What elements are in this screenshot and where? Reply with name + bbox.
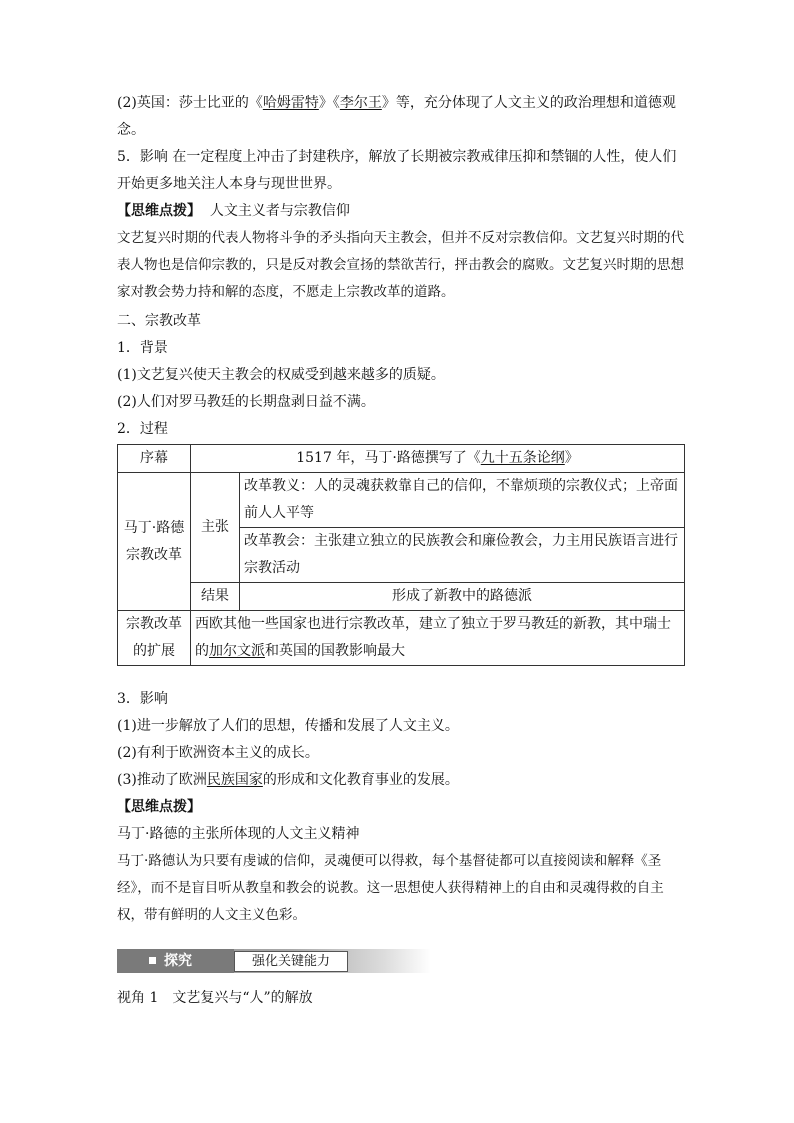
underlined-term: 哈姆雷特: [262, 95, 319, 111]
table-cell: 1517 年，马丁·路德撰写了《九十五条论纲》: [191, 445, 685, 473]
tip-title: 马丁·路德的主张所体现的人文主义精神: [117, 826, 360, 842]
underlined-term: 民族国家: [206, 772, 263, 788]
tip-body: 文艺复兴时期的代表人物将斗争的矛头指向天主教会，但并不反对宗教信仰。文艺复兴时期的代表人物也是信仰宗教的，只是反对教会宣扬的禁欲苦行，抨击教会的腐败。文艺复兴时期的思想家对教会势力持和解的态度，不愿走上宗教改革的道路。: [117, 230, 684, 300]
text: 》等，充分体现了人文主义的政治理想和道德观念。: [117, 95, 676, 138]
text: (2)英国：莎士比亚的《: [117, 95, 263, 111]
section-title: 二、宗教改革: [117, 313, 201, 329]
document-page: [117, 90, 687, 1012]
table-cell: 宗教改革的扩展: [118, 611, 191, 666]
subsection-title: 1．背景: [117, 340, 168, 356]
subsection-title: 3．影响: [117, 691, 168, 707]
tip-label: 【思维点拨】: [117, 799, 201, 815]
table-cell: 马丁·路德宗教改革: [118, 473, 191, 611]
background-item: (1)文艺复兴使天主教会的权威受到越来越多的质疑。: [117, 367, 445, 383]
tip-heading: [117, 198, 687, 225]
angle-heading: 视角 1 文艺复兴与“人”的解放: [117, 990, 313, 1006]
paragraph-influence: 5．影响 在一定程度上冲击了封建秩序，解放了长期被宗教戒律压抑和禁锢的人性，使人们开始更多地关注人本身与现世世界。: [117, 149, 677, 192]
table-cell: 结果: [191, 583, 240, 611]
effect-item: (3)推动了欧洲民族国家的形成和文化教育事业的发展。: [117, 772, 459, 788]
tip-label: 【思维点拨】: [117, 203, 201, 219]
tip-title: 人文主义者与宗教信仰: [209, 203, 350, 219]
tip-body: 马丁·路德认为只要有虔诚的信仰，灵魂便可以得救，每个基督徒都可以直接阅读和解释《圣经》，而不是盲目听从教皇和教会的说教。这一思想使人获得精神上的自由和灵魂得救的自主权，带有鲜明的人文主义色彩。: [117, 853, 664, 923]
effect-item: (1)进一步解放了人们的思想，传播和发展了人文主义。: [117, 718, 459, 734]
tip-heading: [117, 794, 687, 821]
subsection-title: 2．过程: [117, 421, 168, 437]
table-cell: 主张: [191, 473, 240, 583]
table-row: [118, 445, 685, 473]
table-row: [118, 611, 685, 666]
background-item: (2)人们对罗马教廷的长期盘剥日益不满。: [117, 394, 375, 410]
table-row: [118, 583, 685, 611]
table-cell: 改革教义：人的灵魂获救靠自己的信仰，不靠烦琐的宗教仪式；上帝面前人人平等: [240, 473, 685, 528]
table-cell: 西欧其他一些国家也进行宗教改革，建立了独立于罗马教廷的新教，其中瑞士的加尔文派和英国的国教影响最大: [191, 611, 685, 666]
paragraph-england: [117, 90, 687, 144]
table-cell: 序幕: [118, 445, 191, 473]
square-bullet-icon: [149, 957, 156, 964]
table-cell: 形成了新教中的路德派: [240, 583, 685, 611]
banner-right: 强化关键能力: [234, 951, 348, 972]
table-cell: 改革教会：主张建立独立的民族教会和廉俭教会，力主用民族语言进行宗教活动: [240, 528, 685, 583]
underlined-term: 九十五条论纲: [480, 450, 565, 466]
text: 》《: [318, 95, 340, 111]
table-row: [118, 473, 685, 528]
underlined-term: 李尔王: [339, 95, 382, 111]
banner-left: 探究: [117, 949, 234, 973]
process-table: [117, 444, 685, 666]
section-banner: [117, 949, 431, 973]
effect-item: (2)有利于欧洲资本主义的成长。: [117, 745, 319, 761]
underlined-term: 加尔文派: [209, 643, 265, 659]
